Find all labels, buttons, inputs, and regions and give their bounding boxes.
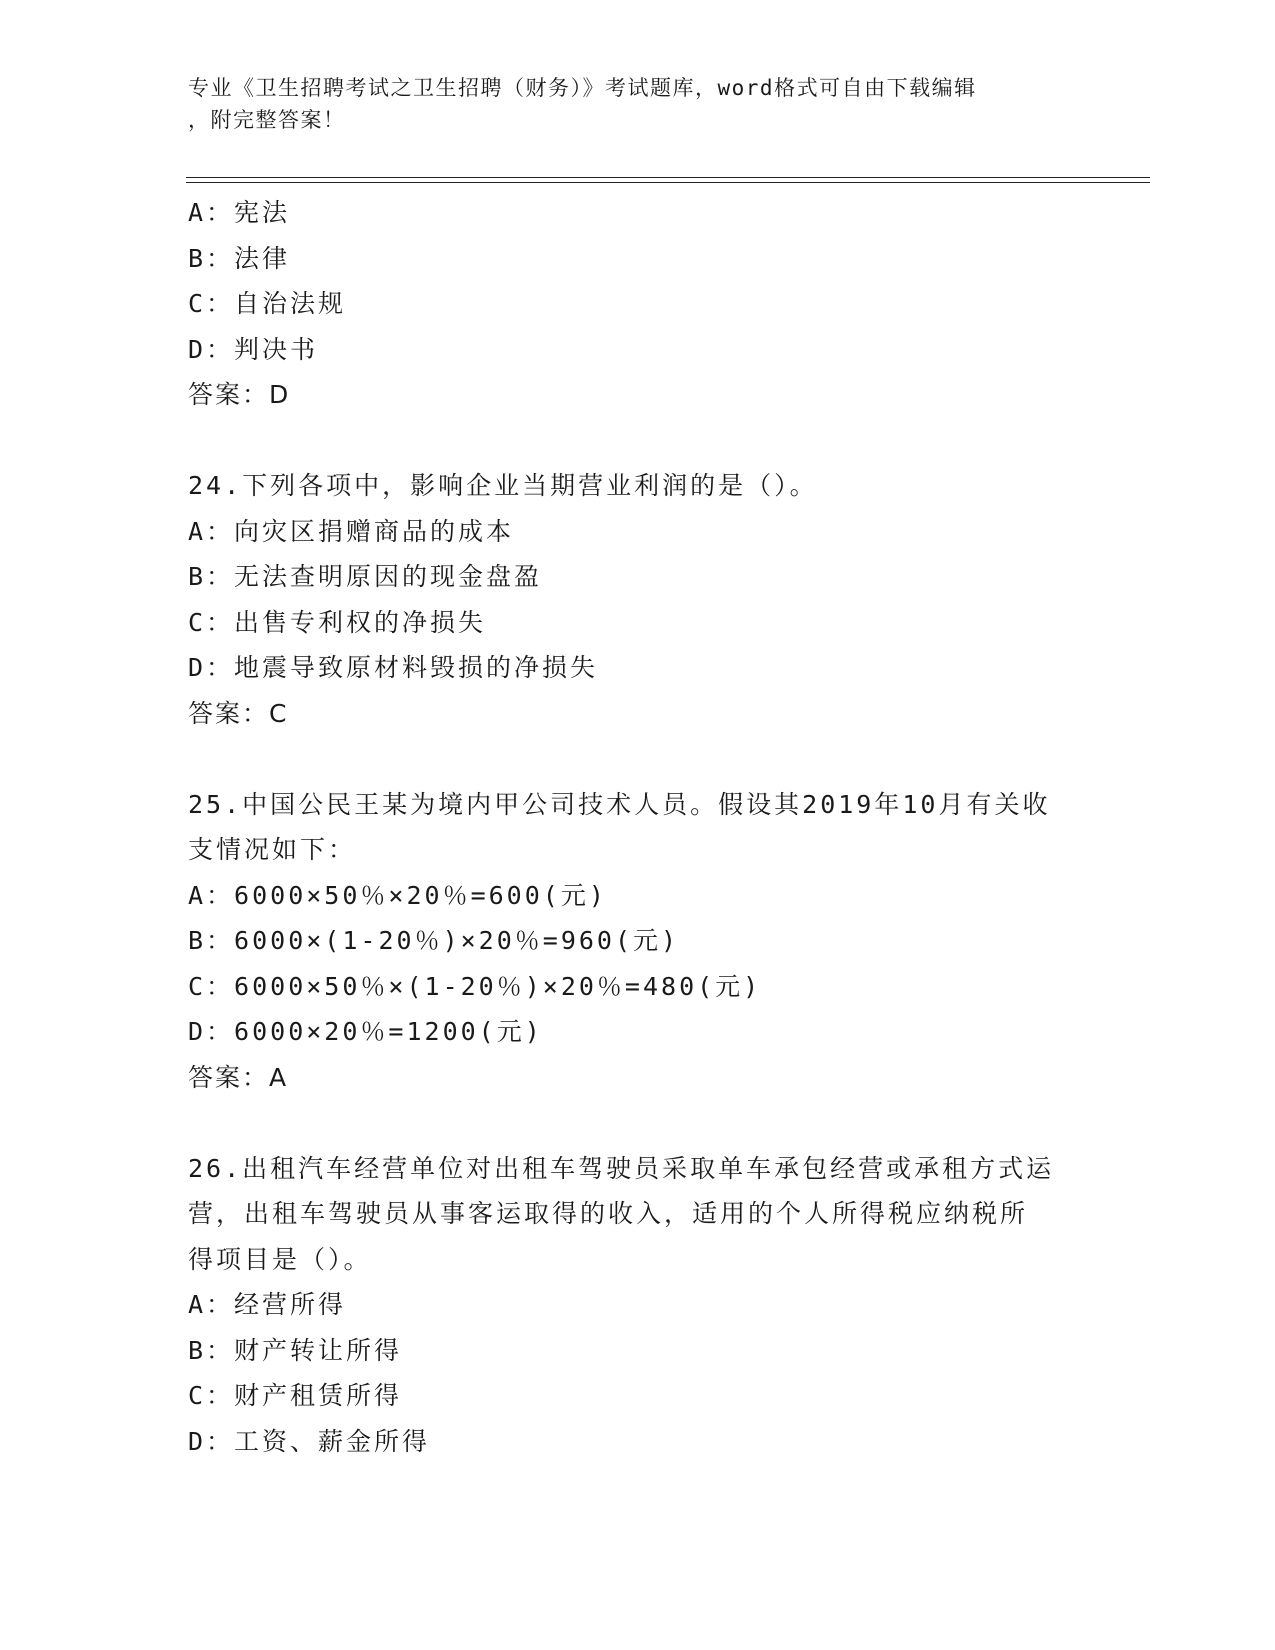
header-line-1: 专业《卫生招聘考试之卫生招聘（财务）》考试题库，word格式可自由下载编辑 [188, 76, 977, 100]
option-a: A：经营所得 [188, 1290, 347, 1319]
answer-line: 答案：A [188, 1062, 289, 1092]
option-b: B：无法查明原因的现金盘盈 [188, 562, 543, 591]
question-23 [188, 190, 1088, 418]
option-a: A：6000×50％×20％=600(元) [188, 880, 607, 910]
option-a: A：向灾区捐赠商品的成本 [188, 516, 515, 546]
option-c: C：财产租赁所得 [188, 1381, 403, 1410]
question-spacer [188, 736, 1088, 782]
question-stem: 24.下列各项中，影响企业当期营业利润的是（）。 [188, 471, 818, 500]
question-stem: 26.出租汽车经营单位对出租车驾驶员采取单车承包经营或承租方式运 [188, 1153, 1055, 1183]
question-stem-continued: 支情况如下： [188, 835, 357, 864]
header-line-2: ，附完整答案！ [188, 108, 346, 132]
question-list [188, 190, 1088, 1464]
question-stem-continued: 得项目是（）。 [188, 1244, 372, 1274]
question-24 [188, 463, 1088, 736]
option-c: C：6000×50％×(1-20％)×20％=480(元) [188, 971, 762, 1001]
option-a: A：宪法 [188, 198, 291, 227]
question-stem-continued: 营，出租车驾驶员从事客运取得的收入，适用的个人所得税应纳税所 [188, 1199, 1029, 1228]
option-b: B：6000×(1-20％)×20％=960(元) [188, 926, 680, 955]
header-divider-top [186, 177, 1150, 178]
question-25 [188, 782, 1088, 1101]
option-b: B：财产转让所得 [188, 1335, 403, 1365]
question-26 [188, 1146, 1088, 1465]
answer-line: 答案：C [188, 698, 289, 728]
option-d: D：地震导致原材料毁损的净损失 [188, 653, 599, 682]
option-d: D：工资、薪金所得 [188, 1426, 431, 1456]
option-c: C：自治法规 [188, 289, 347, 318]
question-stem: 25.中国公民王某为境内甲公司技术人员。假设其2019年10月有关收 [188, 789, 1051, 819]
option-c: C：出售专利权的净损失 [188, 607, 487, 637]
question-spacer [188, 1100, 1088, 1146]
header-divider-bottom [186, 182, 1150, 183]
option-d: D：判决书 [188, 334, 319, 364]
document-header [188, 72, 1068, 136]
answer-line: 答案：D [188, 380, 291, 409]
question-spacer [188, 418, 1088, 464]
option-b: B：法律 [188, 243, 291, 273]
option-d: D：6000×20％=1200(元) [188, 1017, 543, 1046]
